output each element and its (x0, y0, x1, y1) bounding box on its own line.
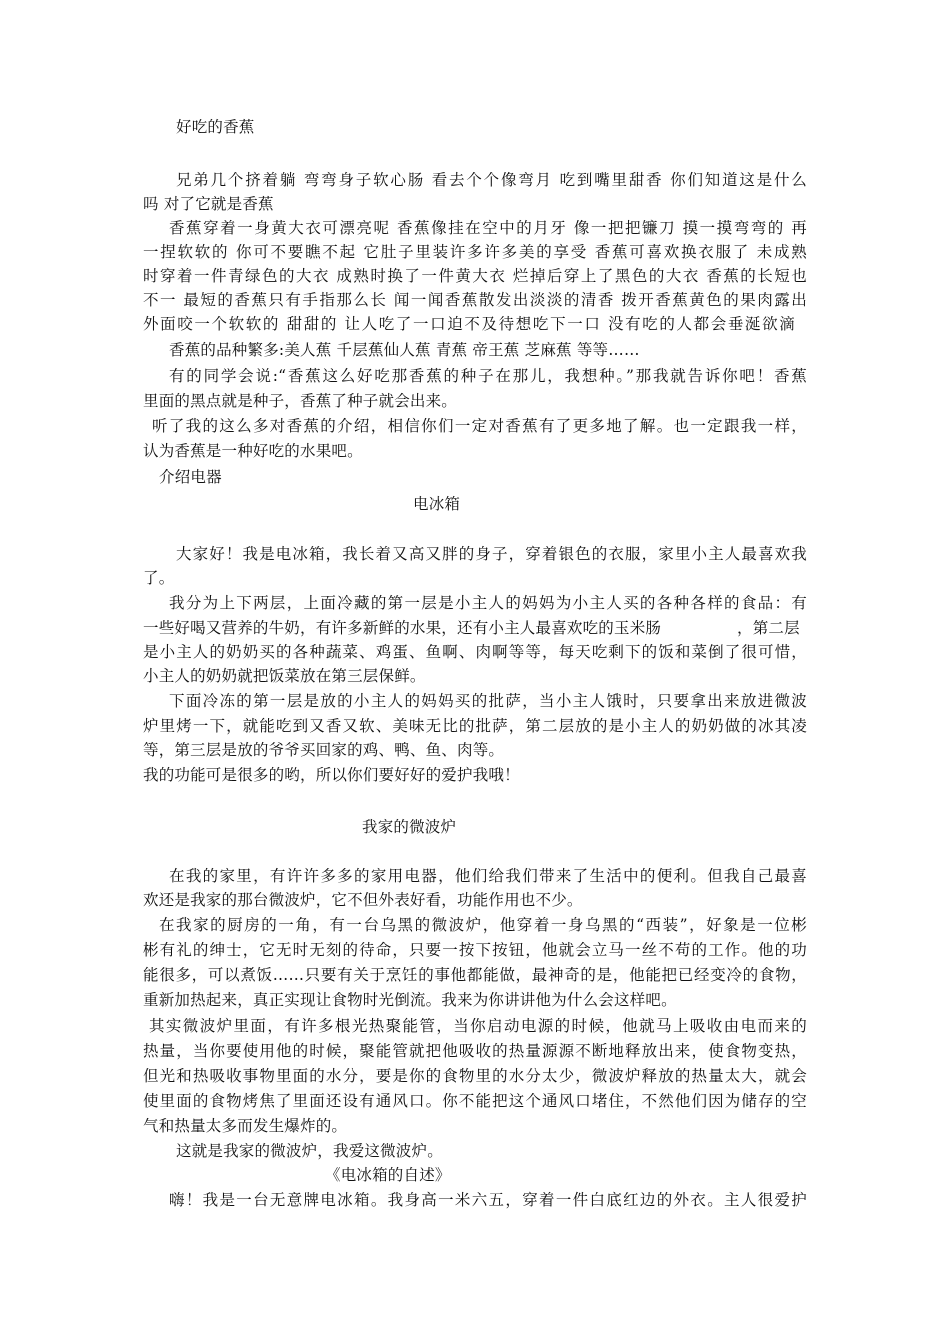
fridge-line: 小主人的奶奶就把饭菜放在第三层保鲜。 (143, 667, 426, 685)
banana-line: 里面的黑点就是种子，香蕉了种子就会出来。 (143, 392, 458, 410)
fridge-line: ，第二层 (737, 619, 800, 637)
fridge-story-line: 嗨！我是一台无意牌电冰箱。我身高一米六五，穿着一件白底红边的外衣。主人很爱护 (169, 1191, 807, 1209)
microwave-line: 重新加热起来，真正实现让食物时光倒流。我来为你讲讲他为什么会这样吧。 (143, 991, 677, 1009)
microwave-line: 使里面的食物烤焦了里面还设有通风口。你不能把这个通风口堵住，不然他们因为储存的空 (143, 1092, 807, 1110)
fridge-line: 了。 (143, 569, 175, 587)
banana-line: 兄弟几个挤着躺 弯弯身子软心肠 看去个个像弯月 吃到嘴里甜香 你们知道这是什么 (176, 171, 807, 189)
microwave-line: 气和热量太多而发生爆炸的。 (143, 1117, 348, 1135)
banana-line: 认为香蕉是一种好吃的水果吧。 (143, 442, 363, 460)
banana-line: 时穿着一件青绿色的大衣 成熟时换了一件黄大衣 烂掉后穿上了黑色的大衣 香蕉的长短也 (143, 267, 807, 285)
fridge-title: 电冰箱 (413, 495, 461, 513)
microwave-line: 热量，当你要使用他的时候，聚能管就把他吸收的热量源源不断地释放出来，使食物变热， (143, 1042, 807, 1060)
banana-line: 香蕉的品种繁多:美人蕉 千层蕉仙人蕉 青蕉 帝王蕉 芝麻蕉 等等…… (169, 341, 640, 359)
fridge-line: 炉里烤一下，就能吃到又香又软、美味无比的批萨，第二层放的是小主人的奶奶做的冰其凌 (143, 717, 807, 735)
banana-line: 香蕉穿着一身黄大衣可漂亮呢 香蕉像挂在空中的月牙 像一把把镰刀 摸一摸弯弯的 再 (169, 219, 807, 237)
fridge-line: 一些好喝又营养的牛奶，有许多新鲜的水果，还有小主人最喜欢吃的玉米肠 (143, 619, 662, 637)
microwave-line: 其实微波炉里面，有许多根光热聚能管，当你启动电源的时候，他就马上吸收由电而来的 (149, 1017, 807, 1035)
banana-title: 好吃的香蕉 (176, 118, 255, 136)
microwave-line: 这就是我家的微波炉，我爱这微波炉。 (176, 1142, 443, 1160)
fridge-line: 等，第三层是放的爷爷买回家的鸡、鸭、鱼、肉等。 (143, 741, 505, 759)
microwave-line: 在我的家里，有许许多多的家用电器，他们给我们带来了生活中的便利。但我自己最喜 (169, 867, 807, 885)
microwave-line: 但光和热吸收事物里面的水分，要是你的食物里的水分太少，微波炉释放的热量太大，就会 (143, 1067, 807, 1085)
banana-line: 外面咬一个软软的 甜甜的 让人吃了一口迫不及待想吃下一口 没有吃的人都会垂涎欲滴 (143, 315, 795, 333)
fridge-story-title: 《电冰箱的自述》 (325, 1166, 451, 1184)
banana-line: 有的同学会说:“香蕉这么好吃那香蕉的种子在那儿，我想种。”那我就告诉你吧！香蕉 (169, 367, 807, 385)
banana-line: 吗 对了它就是香蕉 (143, 195, 274, 213)
fridge-line: 大家好！我是电冰箱，我长着又高又胖的身子，穿着银色的衣服，家里小主人最喜欢我 (176, 545, 807, 563)
appliance-intro-label: 介绍电器 (159, 468, 222, 486)
microwave-line: 彬有礼的绅士，它无时无刻的待命，只要一按下按钮，他就会立马一丝不苟的工作。他的功 (143, 941, 807, 959)
microwave-title: 我家的微波炉 (362, 818, 457, 836)
fridge-line: 我分为上下两层，上面冷藏的第一层是小主人的妈妈为小主人买的各种各样的食品：有 (169, 594, 807, 612)
fridge-line: 是小主人的奶奶买的各种蔬菜、鸡蛋、鱼啊、肉啊等等，每天吃剩下的饭和菜倒了很可惜， (143, 643, 807, 661)
microwave-line: 能很多，可以煮饭……只要有关于烹饪的事他都能做，最神奇的是，他能把已经变冷的食物， (143, 966, 807, 984)
fridge-line: 下面冷冻的第一层是放的小主人的妈妈买的批萨，当小主人饿时，只要拿出来放进微波 (169, 692, 807, 710)
fridge-line: 我的功能可是很多的哟，所以你们要好好的爱护我哦！ (143, 766, 520, 784)
banana-line: 听了我的这么多对香蕉的介绍，相信你们一定对香蕉有了更多地了解。也一定跟我一样， (152, 417, 807, 435)
banana-line: 不一 最短的香蕉只有手指那么长 闻一闻香蕉散发出淡淡的清香 拨开香蕉黄色的果肉露出 (143, 291, 807, 309)
microwave-line: 欢还是我家的那台微波炉，它不但外表好看，功能作用也不少。 (143, 891, 583, 909)
microwave-line: 在我家的厨房的一角，有一台乌黑的微波炉，他穿着一身乌黑的“西装”，好象是一位彬 (159, 916, 807, 934)
banana-line: 一捏软软的 你可不要瞧不起 它肚子里装许多许多美的享受 香蕉可喜欢换衣服了 未成熟 (143, 243, 807, 261)
